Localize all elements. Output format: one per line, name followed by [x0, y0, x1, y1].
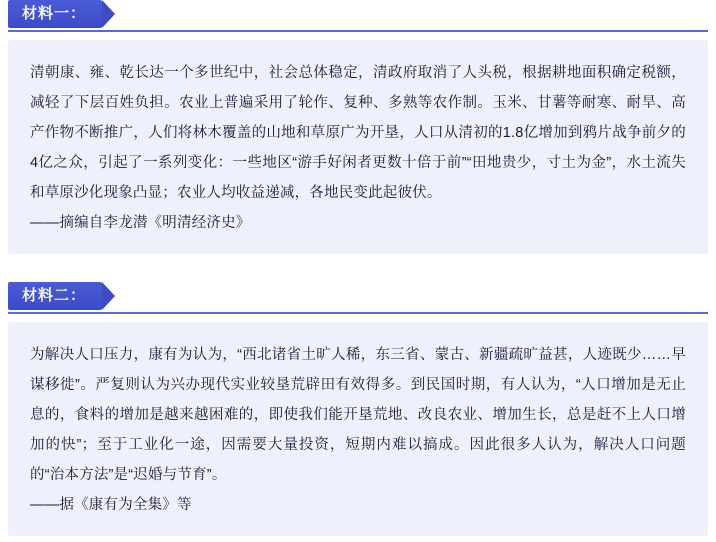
material-two-source: ——据《康有为全集》等	[30, 497, 192, 513]
material-block-two	[0, 282, 716, 536]
material-one-tag: 材料一：	[8, 0, 102, 28]
material-one-source: ——摘编自李龙潜《明清经济史》	[30, 215, 251, 231]
material-one-body: 清朝康、雍、乾长达一个多世纪中，社会总体稳定，清政府取消了人头税，根据耕地面积确定税额，减轻了下层百姓负担。农业上普遍采用了轮作、复种、多熟等农作制。玉米、甘薯等耐寒、耐旱、高产作物不断推广，人们将林木覆盖的山地和草原广为开垦，人口从清初的1.8亿增加到鸦片战争前夕的4亿之众，引起了一系列变化：一些地区“游手好闲者更数十倍于前”“田地贵少，寸土为金”，水土流失和草原沙化现象凸显；农业人均收益递减，各地民变此起彼伏。	[30, 65, 686, 201]
material-two-label-row	[8, 282, 708, 316]
material-one-underline	[8, 30, 708, 32]
material-two-underline	[8, 312, 708, 314]
material-one-label-row	[8, 0, 708, 34]
material-two-tag: 材料二：	[8, 282, 102, 310]
material-two-panel	[8, 322, 708, 536]
material-two-body: 为解决人口压力，康有为认为，“西北诸省土旷人稀，东三省、蒙古、新疆疏旷益甚，人迹既少……早谋移徙”。严复则认为兴办现代实业较垦荒辟田有效得多。到民国时期，有人认为，“人口增加是无止息的，食料的增加是越来越困难的，即使我们能开垦荒地、改良农业、增加生长，总是赶不上人口增加的快”；至于工业化一途，因需要大量投资，短期内难以搞成。因此很多人认为，解决人口问题的“治本方法”是“迟婚与节育”。	[30, 347, 686, 483]
material-block-one	[0, 0, 716, 254]
material-one-panel	[8, 40, 708, 254]
